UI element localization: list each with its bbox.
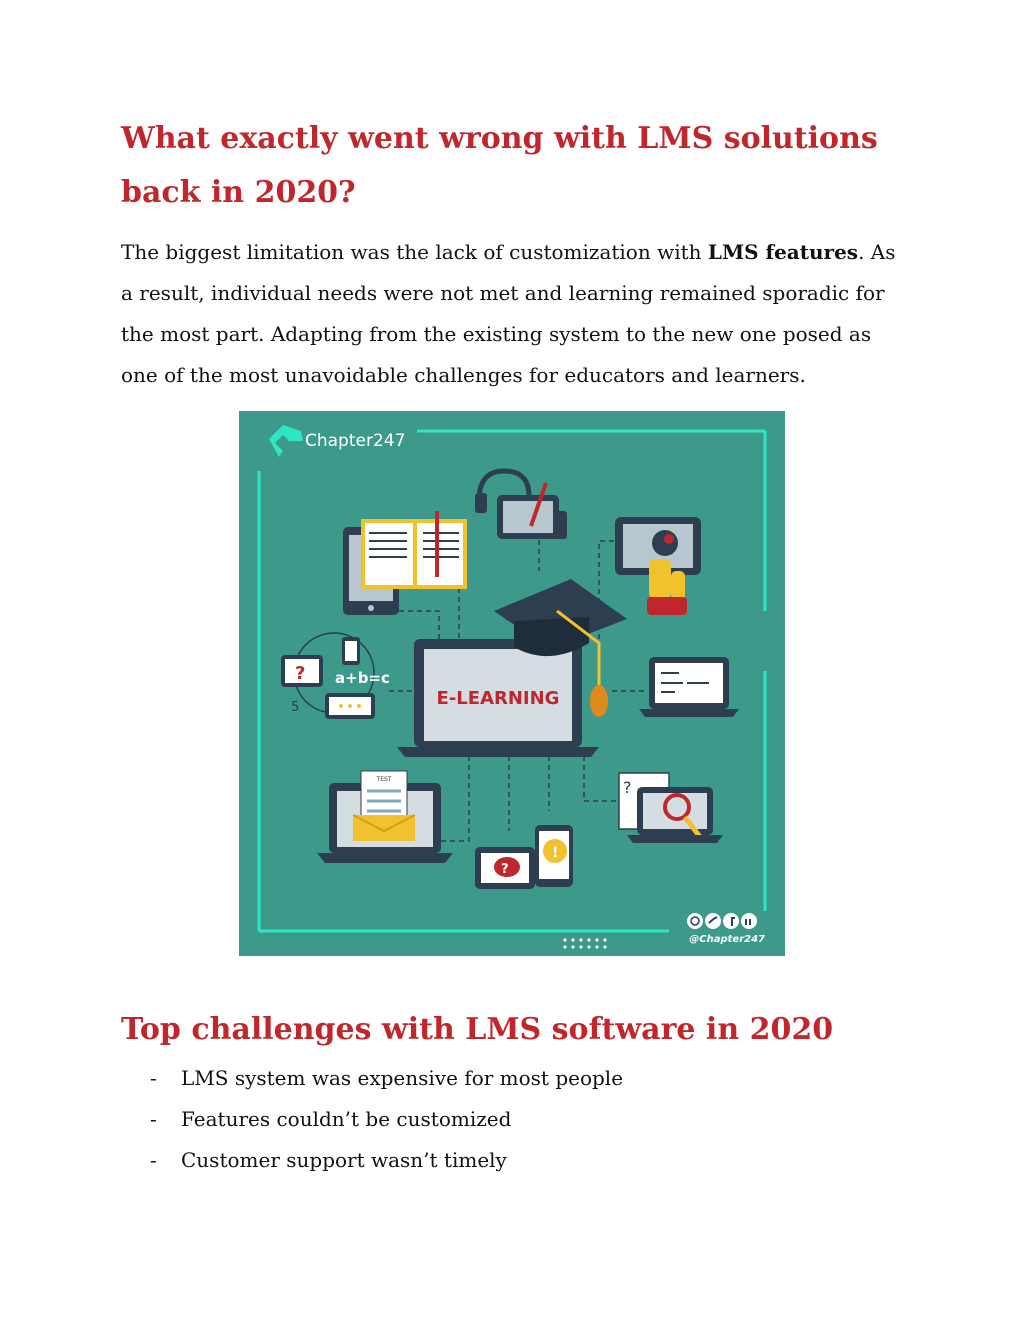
chapter247-logo-icon (269, 425, 303, 457)
list-item-text: Customer support wasn’t timely (181, 1148, 507, 1172)
headset-tablet-device (475, 471, 567, 539)
challenges-list (150, 1058, 623, 1181)
twitter-icon (705, 913, 721, 929)
list-item-text: Features couldn’t be customized (181, 1107, 512, 1131)
list-item: - LMS system was expensive for most people (150, 1066, 624, 1090)
section-heading-top-challenges: Top challenges with LMS software in 2020 (121, 1012, 834, 1047)
social-icons (687, 913, 757, 929)
brand-name: Chapter247 (305, 431, 406, 451)
list-item-text: LMS system was expensive for most people (181, 1066, 624, 1090)
section-heading-lms-problems: What exactly went wrong with LMS solutions back in 2020? (121, 121, 878, 210)
instagram-icon (687, 913, 703, 929)
paragraph-text-start: The biggest limitation was the lack of customization with (121, 240, 708, 264)
central-laptop (397, 639, 599, 757)
math-symbols-cluster (281, 633, 390, 719)
social-handle: @Chapter247 (689, 934, 765, 945)
open-book (361, 511, 467, 589)
e-learning-label: E-LEARNING (436, 688, 560, 709)
chat-devices (475, 825, 573, 889)
svg-text:?: ? (501, 862, 509, 877)
pagination-dots (563, 938, 606, 948)
test-label: TEST (376, 776, 392, 783)
tablet-touch-device (615, 517, 701, 615)
math-small-number: 5 (291, 700, 300, 715)
paragraph-text-end: . As a result, individual needs were not met and learning remained sporadic for the most part. Adapting from the existing system to the new one posed as one of the most unavoidable challenges for educators and learners. (121, 240, 896, 387)
intro-paragraph (121, 232, 901, 396)
test-laptop (317, 771, 453, 863)
svg-text:!: ! (552, 845, 559, 861)
svg-text:?: ? (623, 778, 632, 797)
code-laptop (639, 657, 739, 717)
formula-text: a+b=c (335, 669, 390, 687)
svg-text:?: ? (295, 663, 306, 684)
lms-features-bold: LMS features (707, 240, 859, 264)
search-laptop (619, 773, 723, 843)
list-item: - Features couldn’t be customized (150, 1107, 512, 1131)
illustration-svg (239, 411, 785, 956)
list-item: - Customer support wasn’t timely (150, 1148, 507, 1172)
e-learning-illustration (239, 411, 785, 956)
